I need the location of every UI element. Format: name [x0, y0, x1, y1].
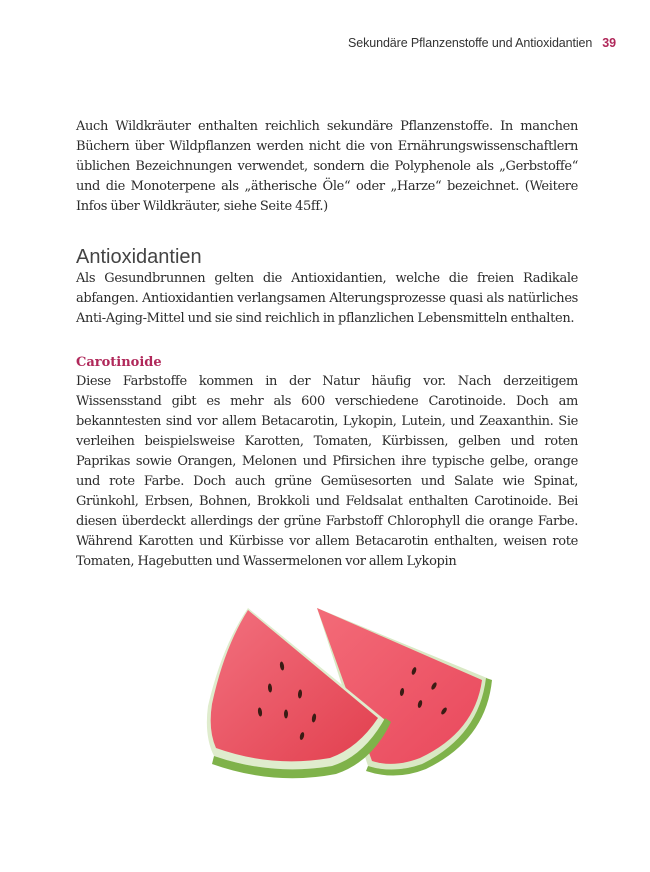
section-heading-antioxidants: Antioxidantien: [76, 246, 202, 268]
running-header: [348, 36, 616, 50]
subheading-carotenoids: Carotinoide: [76, 355, 162, 370]
antioxidants-paragraph: Als Gesundbrunnen gelten die Antioxidantien, welche die freien Radikale abfangen. Antioxidantien verlangsamen Alterungsprozesse quasi als natürliches Anti-Aging-Mittel und sie sind reichlich in pflanzlichen Lebensmitteln enthalten.: [76, 271, 578, 326]
watermelon-slices-illustration: [182, 596, 492, 786]
carotenoids-paragraph: Diese Farbstoffe kommen in der Natur häufig vor. Nach derzeitigem Wissensstand gibt es mehr als 600 verschiedene Carotinoide. Doch am bekanntesten sind vor allem Betacarotin, Lykopin, Lutein, und Zeaxanthin. Sie verleihen beispielsweise Karotten, Tomaten, Kürbissen, gelben und roten Paprikas sowie Orangen, Melonen und Pfirsichen ihre typische gelbe, orange und rote Farbe. Doch auch grüne Gemüsesorten und Salate wie Spinat, Grünkohl, Erbsen, Bohnen, Brokkoli und Feldsalat enthalten Carotinoide. Bei diesen überdeckt allerdings der grüne Farbstoff Chlorophyll die orange Farbe. Während Karotten und Kürbisse vor allem Betacarotin enthalten, weisen rote Tomaten, Hagebutten und Wassermelonen vor allem Lykopin: [76, 374, 578, 569]
page-number: 39: [602, 36, 616, 50]
intro-paragraph: Auch Wildkräuter enthalten reichlich sekundäre Pflanzenstoffe. In manchen Büchern über Wildpflanzen werden nicht die von Ernährungswissenschaftlern üblichen Bezeichnungen verwendet, sondern die Polyphenole als „Gerbstoffe“ und die Monoterpene als „ätherische Öle“ oder „Harze“ bezeichnet. (Weitere Infos über Wildkräuter, siehe Seite 45ff.): [76, 119, 578, 214]
chapter-title: Sekundäre Pflanzenstoffe und Antioxidantien: [348, 36, 593, 50]
page-content: [76, 117, 578, 572]
